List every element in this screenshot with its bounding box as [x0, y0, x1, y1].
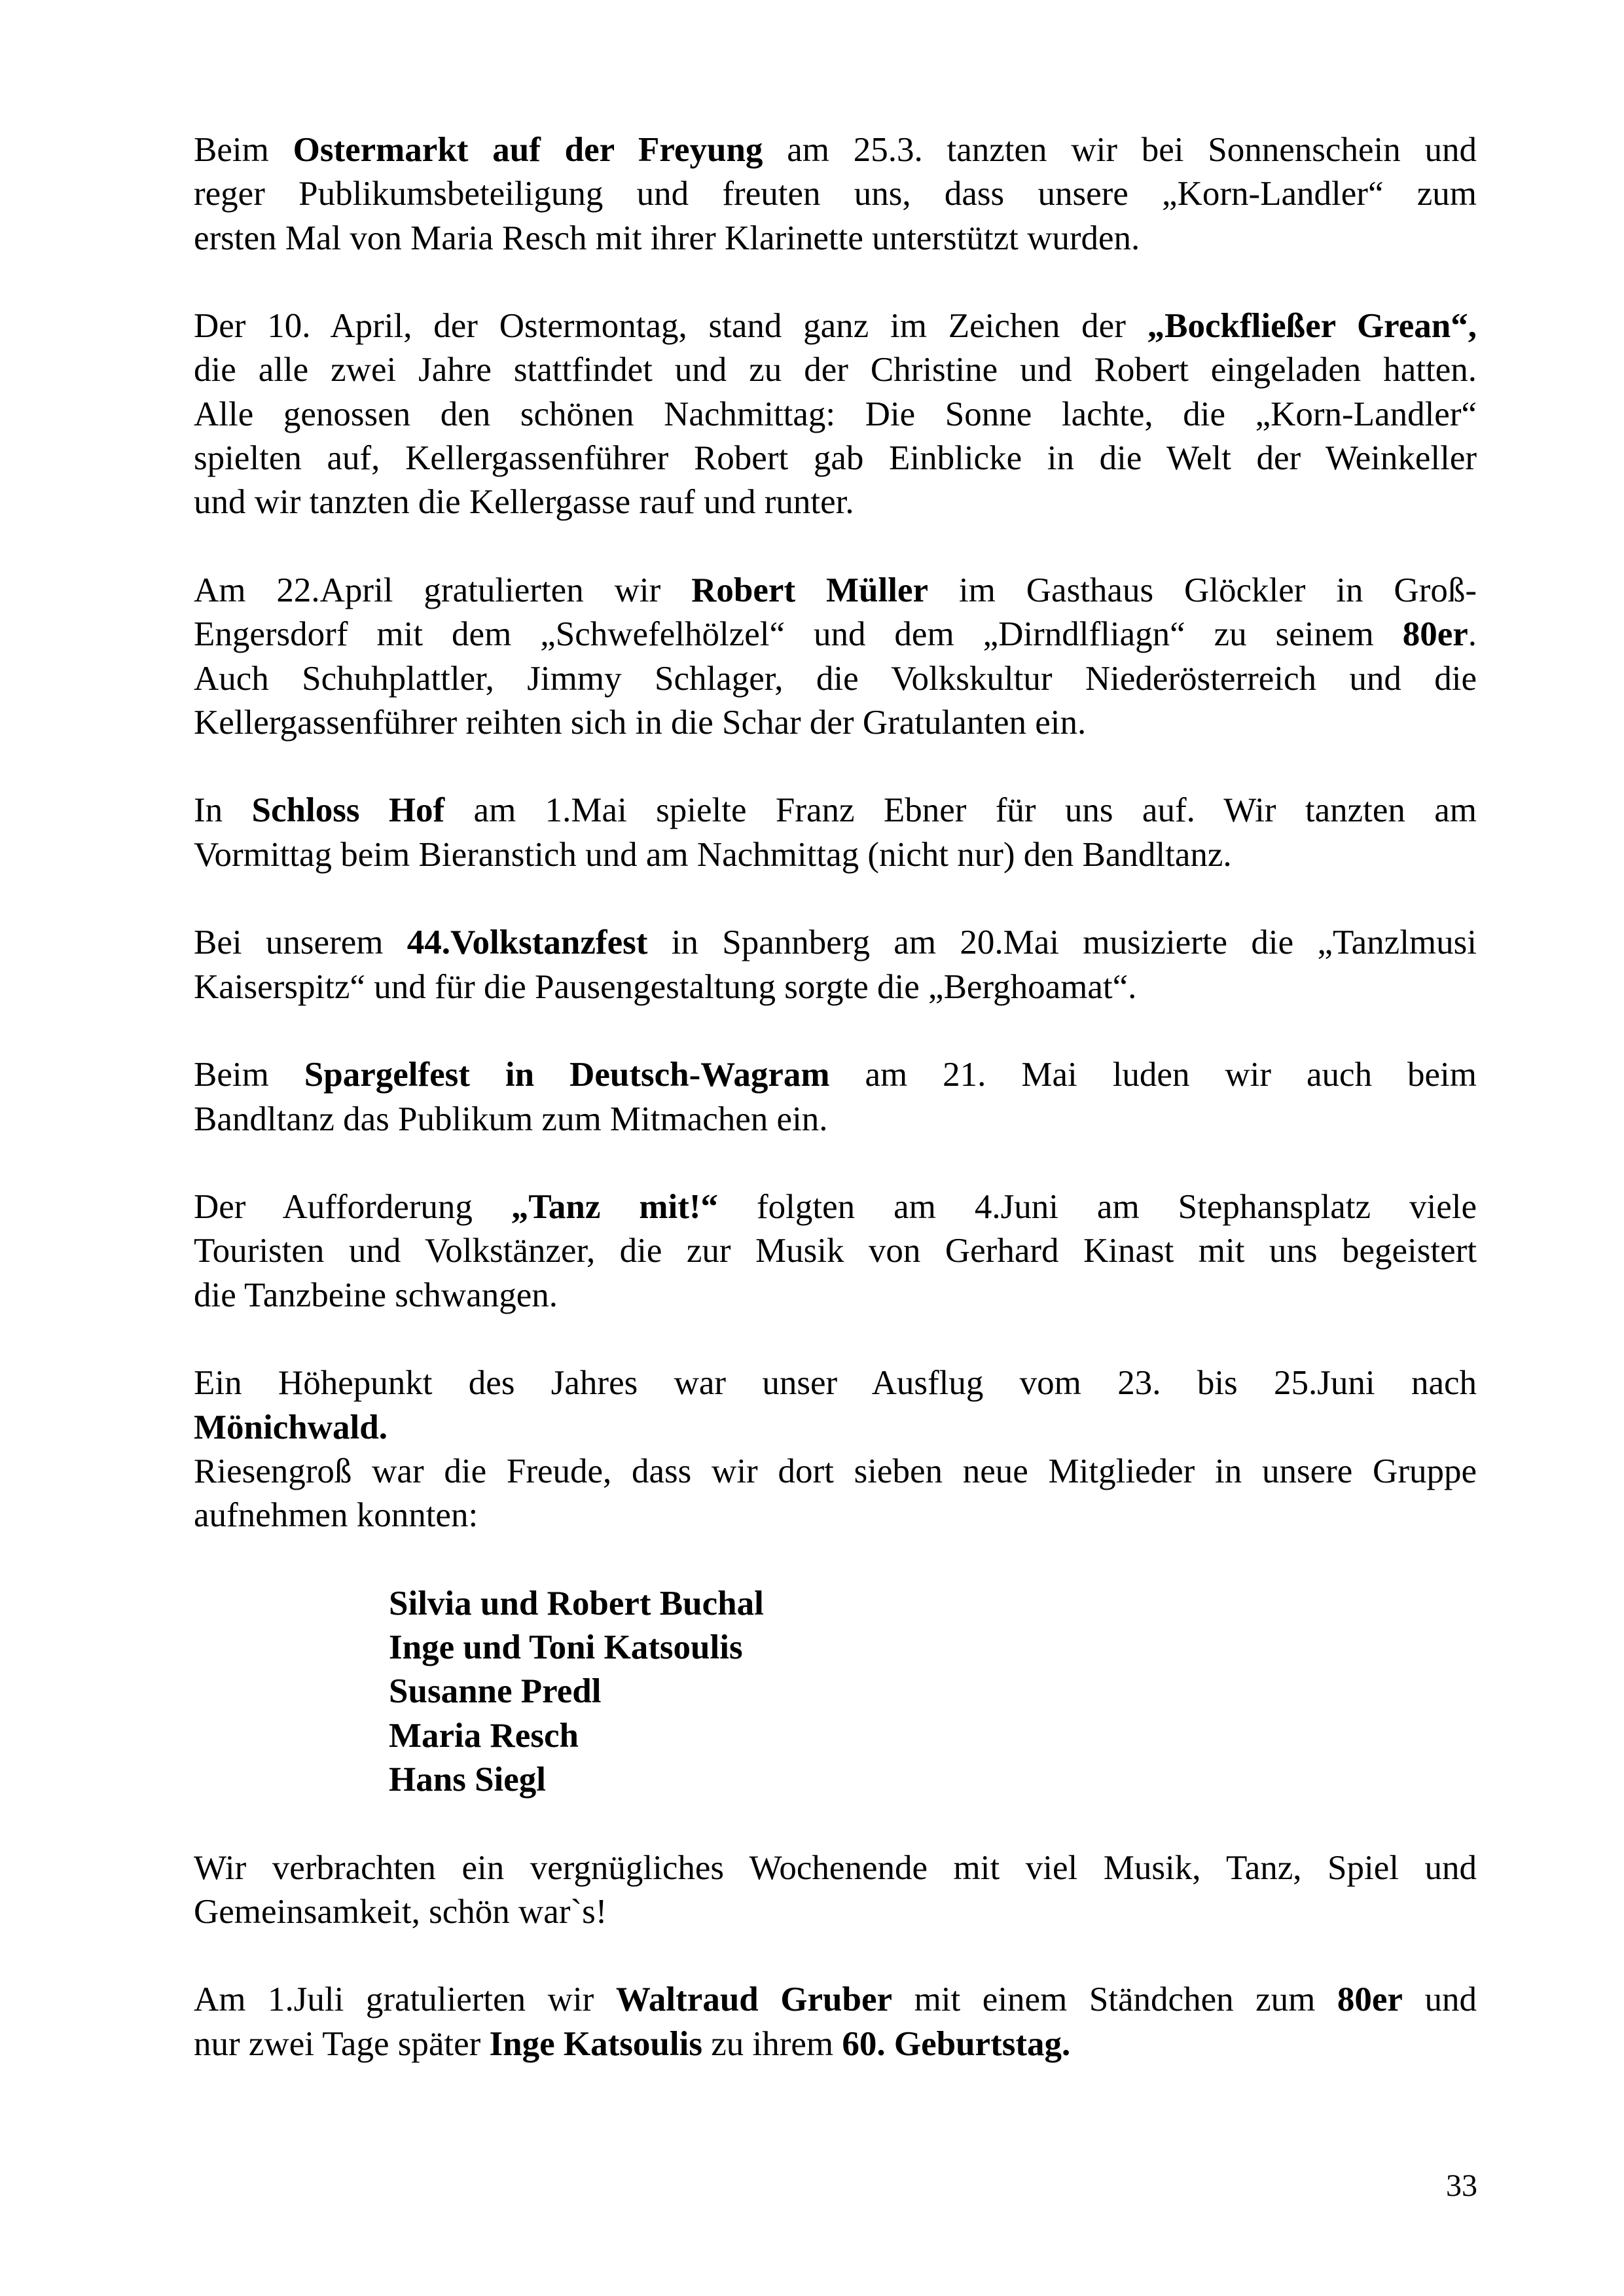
text-run: im Gasthaus Glöckler in Groß- — [928, 571, 1477, 609]
paragraph — [194, 128, 1477, 260]
text-run: aufnehmen konnten: — [194, 1496, 478, 1535]
text-line — [194, 128, 1477, 172]
text-run: folgten am 4.Juni am Stephansplatz viele — [718, 1188, 1477, 1227]
text-line — [194, 1098, 1477, 1141]
bold-text: 44.Volkstanzfest — [406, 924, 648, 962]
text-line — [194, 657, 1477, 701]
member-name: Inge und Toni Katsoulis — [389, 1628, 743, 1667]
bold-text: 80er — [1402, 615, 1468, 654]
text-line — [194, 437, 1477, 480]
text-line — [194, 789, 1477, 833]
text-run: . — [1468, 615, 1477, 654]
text-run: Gemeinsamkeit, schön war`s! — [194, 1892, 607, 1931]
bold-text: Ostermarkt auf der Freyung — [293, 131, 763, 169]
paragraphs — [194, 128, 1477, 1538]
bold-text: Schloss Hof — [251, 791, 445, 830]
text-line — [194, 1229, 1477, 1273]
text-run: und — [1402, 1981, 1477, 2019]
paragraph — [194, 1978, 1477, 2066]
text-line — [194, 1846, 1477, 1890]
text-run: Kaiserspitz“ und für die Pausengestaltung sorgte die „Berghoamat“. — [194, 967, 1137, 1006]
text-run: am 21. Mai luden wir auch beim — [829, 1056, 1477, 1094]
text-run: Beim — [194, 1056, 304, 1094]
bold-text: Spargelfest in Deutsch-Wagram — [304, 1056, 830, 1094]
text-run: reger Publikumsbeteiligung und freuten uns, dass unsere „Korn-Landler“ zum — [194, 175, 1477, 213]
text-run: Riesengroß war die Freude, dass wir dort sieben neue Mitglieder in unsere Gruppe — [194, 1452, 1477, 1490]
text-run: in Spannberg am 20.Mai musizierte die „Tanzlmusi — [647, 924, 1477, 962]
bold-text: Inge Katsoulis — [489, 2024, 702, 2063]
member-name: Maria Resch — [389, 1716, 579, 1755]
text-line — [194, 480, 1477, 524]
text-run: Am 22.April gratulierten wir — [194, 571, 692, 609]
text-line — [194, 965, 1477, 1009]
text-run: Wir verbrachten ein vergnügliches Wochenende mit viel Musik, Tanz, Spiel und — [194, 1848, 1477, 1887]
text-run: In — [194, 791, 252, 830]
text-line — [194, 1274, 1477, 1318]
text-run: Ein Höhepunkt des Jahres war unser Ausflug vom 23. bis 25.Juni nach — [194, 1364, 1477, 1403]
text-run: Bei unserem — [194, 924, 407, 962]
text-line — [194, 1053, 1477, 1097]
new-members-list — [194, 1582, 1477, 1802]
member-name: Silvia und Robert Buchal — [389, 1584, 764, 1623]
paragraph — [194, 921, 1477, 1009]
text-run: Alle genossen den schönen Nachmittag: Die Sonne lachte, die „Korn-Landler“ — [194, 395, 1477, 433]
text-run: mit einem Ständchen zum — [892, 1981, 1337, 2019]
text-run: die Tanzbeine schwangen. — [194, 1276, 558, 1314]
text-run: spielten auf, Kellergassenführer Robert gab Einblicke in die Welt der Weinkeller — [194, 439, 1477, 478]
text-run: und wir tanzten die Kellergasse rauf und runter. — [194, 483, 854, 522]
paragraph — [194, 1361, 1477, 1537]
text-line — [194, 2022, 1477, 2066]
text-line — [194, 217, 1477, 260]
text-run: Engersdorf mit dem „Schwefelhölzel“ und dem „Dirndlfliagn“ zu seinem — [194, 615, 1403, 654]
member-name: Hans Siegl — [389, 1760, 547, 1799]
text-line — [194, 833, 1477, 877]
text-line — [194, 1185, 1477, 1229]
text-line — [194, 613, 1477, 656]
text-run: Am 1.Juli gratulierten wir — [194, 1981, 616, 2019]
member-name: Susanne Predl — [389, 1672, 602, 1711]
text-run: Kellergassenführer reihten sich in die Schar der Gratulanten ein. — [194, 703, 1087, 742]
text-line — [194, 1978, 1477, 2022]
text-run: Der 10. April, der Ostermontag, stand ganz im Zeichen der — [194, 307, 1147, 346]
text-run: die alle zwei Jahre stattfindet und zu der Christine und Robert eingeladen hatten. — [194, 351, 1477, 389]
paragraph — [194, 789, 1477, 877]
paragraph — [194, 569, 1477, 745]
closing-paragraphs — [194, 1846, 1477, 2066]
paragraph — [194, 304, 1477, 524]
text-line — [194, 1361, 1477, 1405]
text-line — [194, 569, 1477, 613]
text-line — [194, 1450, 1477, 1494]
text-line — [194, 1890, 1477, 1934]
text-line — [194, 701, 1477, 745]
text-line — [194, 393, 1477, 437]
text-run: Der Aufforderung — [194, 1188, 511, 1227]
paragraph — [194, 1053, 1477, 1141]
text-run: Beim — [194, 131, 293, 169]
text-run: am 25.3. tanzten wir bei Sonnenschein und — [763, 131, 1477, 169]
paragraph — [194, 1185, 1477, 1318]
text-run: ersten Mal von Maria Resch mit ihrer Klarinette unterstützt wurden. — [194, 219, 1140, 257]
text-line — [194, 1494, 1477, 1537]
text-run: am 1.Mai spielte Franz Ebner für uns auf. Wir tanzten am — [444, 791, 1477, 830]
bold-text: 60. Geburtstag. — [842, 2024, 1071, 2063]
bold-text: „Bockfließer Grean“, — [1147, 307, 1477, 346]
text-line — [194, 304, 1477, 348]
text-line — [194, 1406, 1477, 1450]
text-run: Bandltanz das Publikum zum Mitmachen ein. — [194, 1100, 828, 1138]
text-run: Vormittag beim Bieranstich und am Nachmittag (nicht nur) den Bandltanz. — [194, 835, 1232, 874]
text-run: Auch Schuhplattler, Jimmy Schlager, die Volkskultur Niederösterreich und die — [194, 659, 1477, 698]
text-line — [194, 921, 1477, 965]
text-line — [194, 172, 1477, 216]
text-run: zu ihrem — [702, 2024, 842, 2063]
bold-text: Robert Müller — [691, 571, 929, 609]
paragraph — [194, 1846, 1477, 1935]
bold-text: „Tanz mit!“ — [511, 1188, 719, 1227]
page-content — [194, 128, 1477, 2110]
text-line — [194, 348, 1477, 392]
page-number: 33 — [1446, 2168, 1477, 2203]
bold-text: Mönichwald. — [194, 1408, 388, 1446]
text-run: Touristen und Volkstänzer, die zur Musik von Gerhard Kinast mit uns begeistert — [194, 1232, 1477, 1270]
bold-text: 80er — [1337, 1981, 1403, 2019]
bold-text: Waltraud Gruber — [615, 1981, 893, 2019]
text-run: nur zwei Tage später — [194, 2024, 490, 2063]
